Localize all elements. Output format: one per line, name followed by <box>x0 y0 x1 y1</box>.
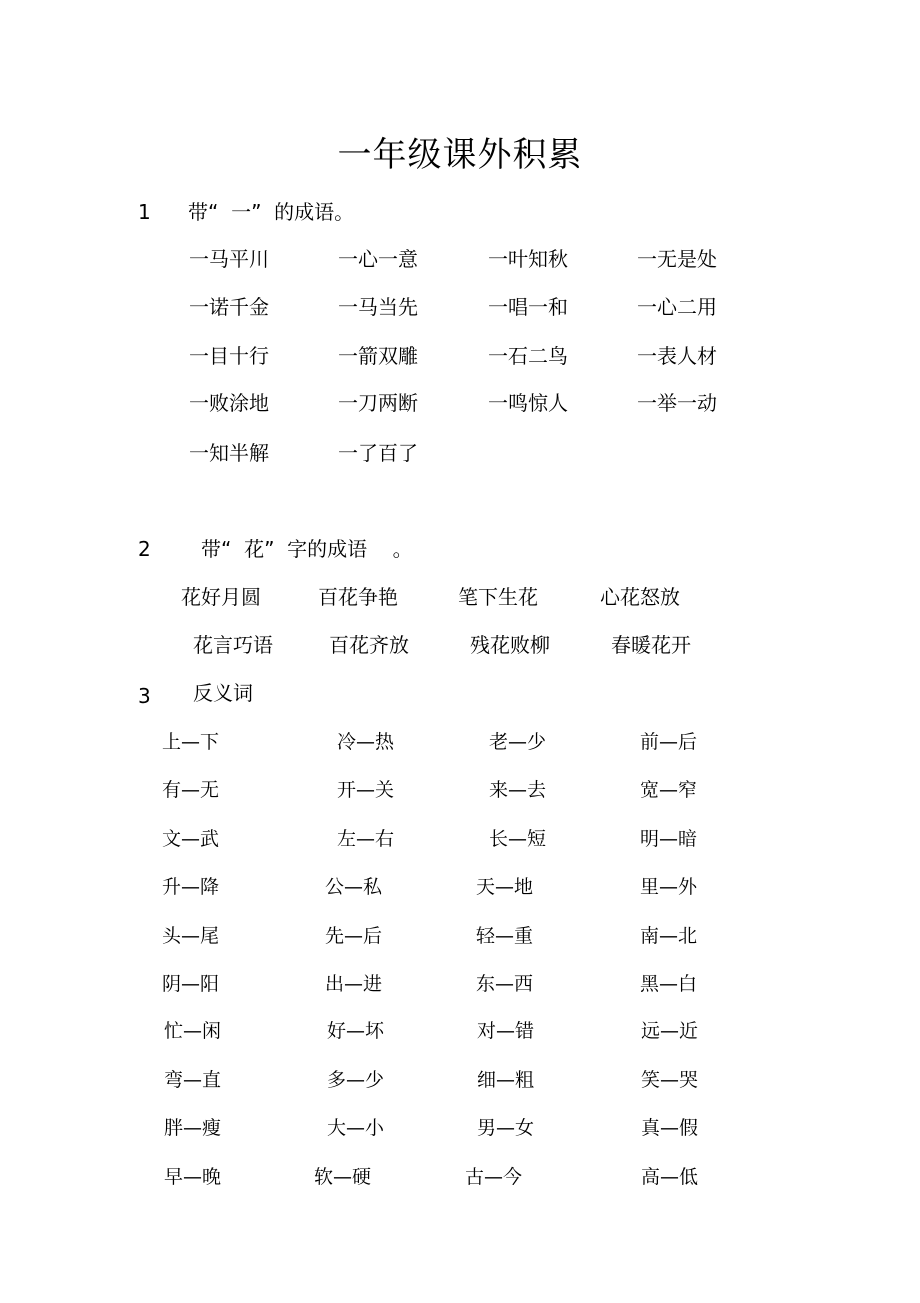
idiom-item: 一无是处 <box>637 247 717 271</box>
idiom-item: 百花争艳 <box>318 585 398 609</box>
idiom-item: 一鸣惊人 <box>488 391 568 415</box>
antonym-pair: 软—硬 <box>314 1166 372 1188</box>
idiom-item: 一唱一和 <box>488 295 568 319</box>
antonym-pair: 好—坏 <box>327 1020 385 1042</box>
section-heading: 带“ 一” 的成语。 <box>188 200 355 224</box>
antonym-pair: 黑—白 <box>640 973 698 995</box>
idiom-item: 残花败柳 <box>470 633 550 657</box>
antonym-pair: 古—今 <box>465 1166 523 1188</box>
section-heading: 带“ 花” 字的成语 。 <box>201 537 413 561</box>
antonym-pair: 出—进 <box>325 973 383 995</box>
antonym-pair: 里—外 <box>640 876 698 898</box>
antonym-pair: 忙—闲 <box>164 1020 222 1042</box>
idiom-item: 一马平川 <box>189 247 269 271</box>
antonym-pair: 开—关 <box>337 779 395 801</box>
idiom-item: 一刀两断 <box>338 391 418 415</box>
antonym-pair: 老—少 <box>489 731 547 753</box>
antonym-pair: 早—晚 <box>164 1166 222 1188</box>
antonym-pair: 上—下 <box>162 731 220 753</box>
section-number: 2 <box>138 537 151 561</box>
idiom-item: 一败涂地 <box>189 391 269 415</box>
antonym-pair: 多—少 <box>327 1069 385 1091</box>
idiom-item: 一目十行 <box>189 344 269 368</box>
section-number: 3 <box>138 684 151 708</box>
idiom-item: 一心一意 <box>338 247 418 271</box>
section-heading: 反义词 <box>193 681 253 705</box>
idiom-item: 一表人材 <box>637 344 717 368</box>
idiom-item: 一石二鸟 <box>488 344 568 368</box>
idiom-item: 一箭双雕 <box>338 344 418 368</box>
idiom-item: 一了百了 <box>338 441 418 465</box>
idiom-item: 花言巧语 <box>193 633 273 657</box>
idiom-item: 一举一动 <box>637 391 717 415</box>
antonym-pair: 长—短 <box>489 828 547 850</box>
antonym-pair: 先—后 <box>325 925 383 947</box>
antonym-pair: 弯—直 <box>164 1069 222 1091</box>
antonym-pair: 天—地 <box>476 876 534 898</box>
antonym-pair: 南—北 <box>640 925 698 947</box>
antonym-pair: 对—错 <box>477 1020 535 1042</box>
antonym-pair: 头—尾 <box>162 925 220 947</box>
antonym-pair: 高—低 <box>641 1166 699 1188</box>
antonym-pair: 公—私 <box>325 876 383 898</box>
antonym-pair: 轻—重 <box>476 925 534 947</box>
idiom-item: 笔下生花 <box>458 585 538 609</box>
idiom-item: 春暖花开 <box>611 633 691 657</box>
idiom-item: 一心二用 <box>637 295 717 319</box>
antonym-pair: 左—右 <box>337 828 395 850</box>
antonym-pair: 细—粗 <box>477 1069 535 1091</box>
antonym-pair: 远—近 <box>641 1020 699 1042</box>
idiom-item: 一叶知秋 <box>488 247 568 271</box>
antonym-pair: 大—小 <box>327 1117 385 1139</box>
antonym-pair: 东—西 <box>476 973 534 995</box>
antonym-pair: 胖—瘦 <box>164 1117 222 1139</box>
antonym-pair: 宽—窄 <box>640 779 698 801</box>
antonym-pair: 真—假 <box>641 1117 699 1139</box>
idiom-item: 一马当先 <box>338 295 418 319</box>
antonym-pair: 阴—阳 <box>162 973 220 995</box>
idiom-item: 一知半解 <box>189 441 269 465</box>
antonym-pair: 明—暗 <box>640 828 698 850</box>
antonym-pair: 男—女 <box>477 1117 535 1139</box>
idiom-item: 心花怒放 <box>600 585 680 609</box>
antonym-pair: 来—去 <box>489 779 547 801</box>
antonym-pair: 前—后 <box>640 731 698 753</box>
page-title: 一年级课外积累 <box>337 135 583 175</box>
idiom-item: 百花齐放 <box>329 633 409 657</box>
antonym-pair: 文—武 <box>162 828 220 850</box>
antonym-pair: 有—无 <box>162 779 220 801</box>
antonym-pair: 升—降 <box>162 876 220 898</box>
antonym-pair: 冷—热 <box>337 731 395 753</box>
idiom-item: 花好月圆 <box>181 585 261 609</box>
section-number: 1 <box>138 200 151 224</box>
antonym-pair: 笑—哭 <box>641 1069 699 1091</box>
idiom-item: 一诺千金 <box>189 295 269 319</box>
